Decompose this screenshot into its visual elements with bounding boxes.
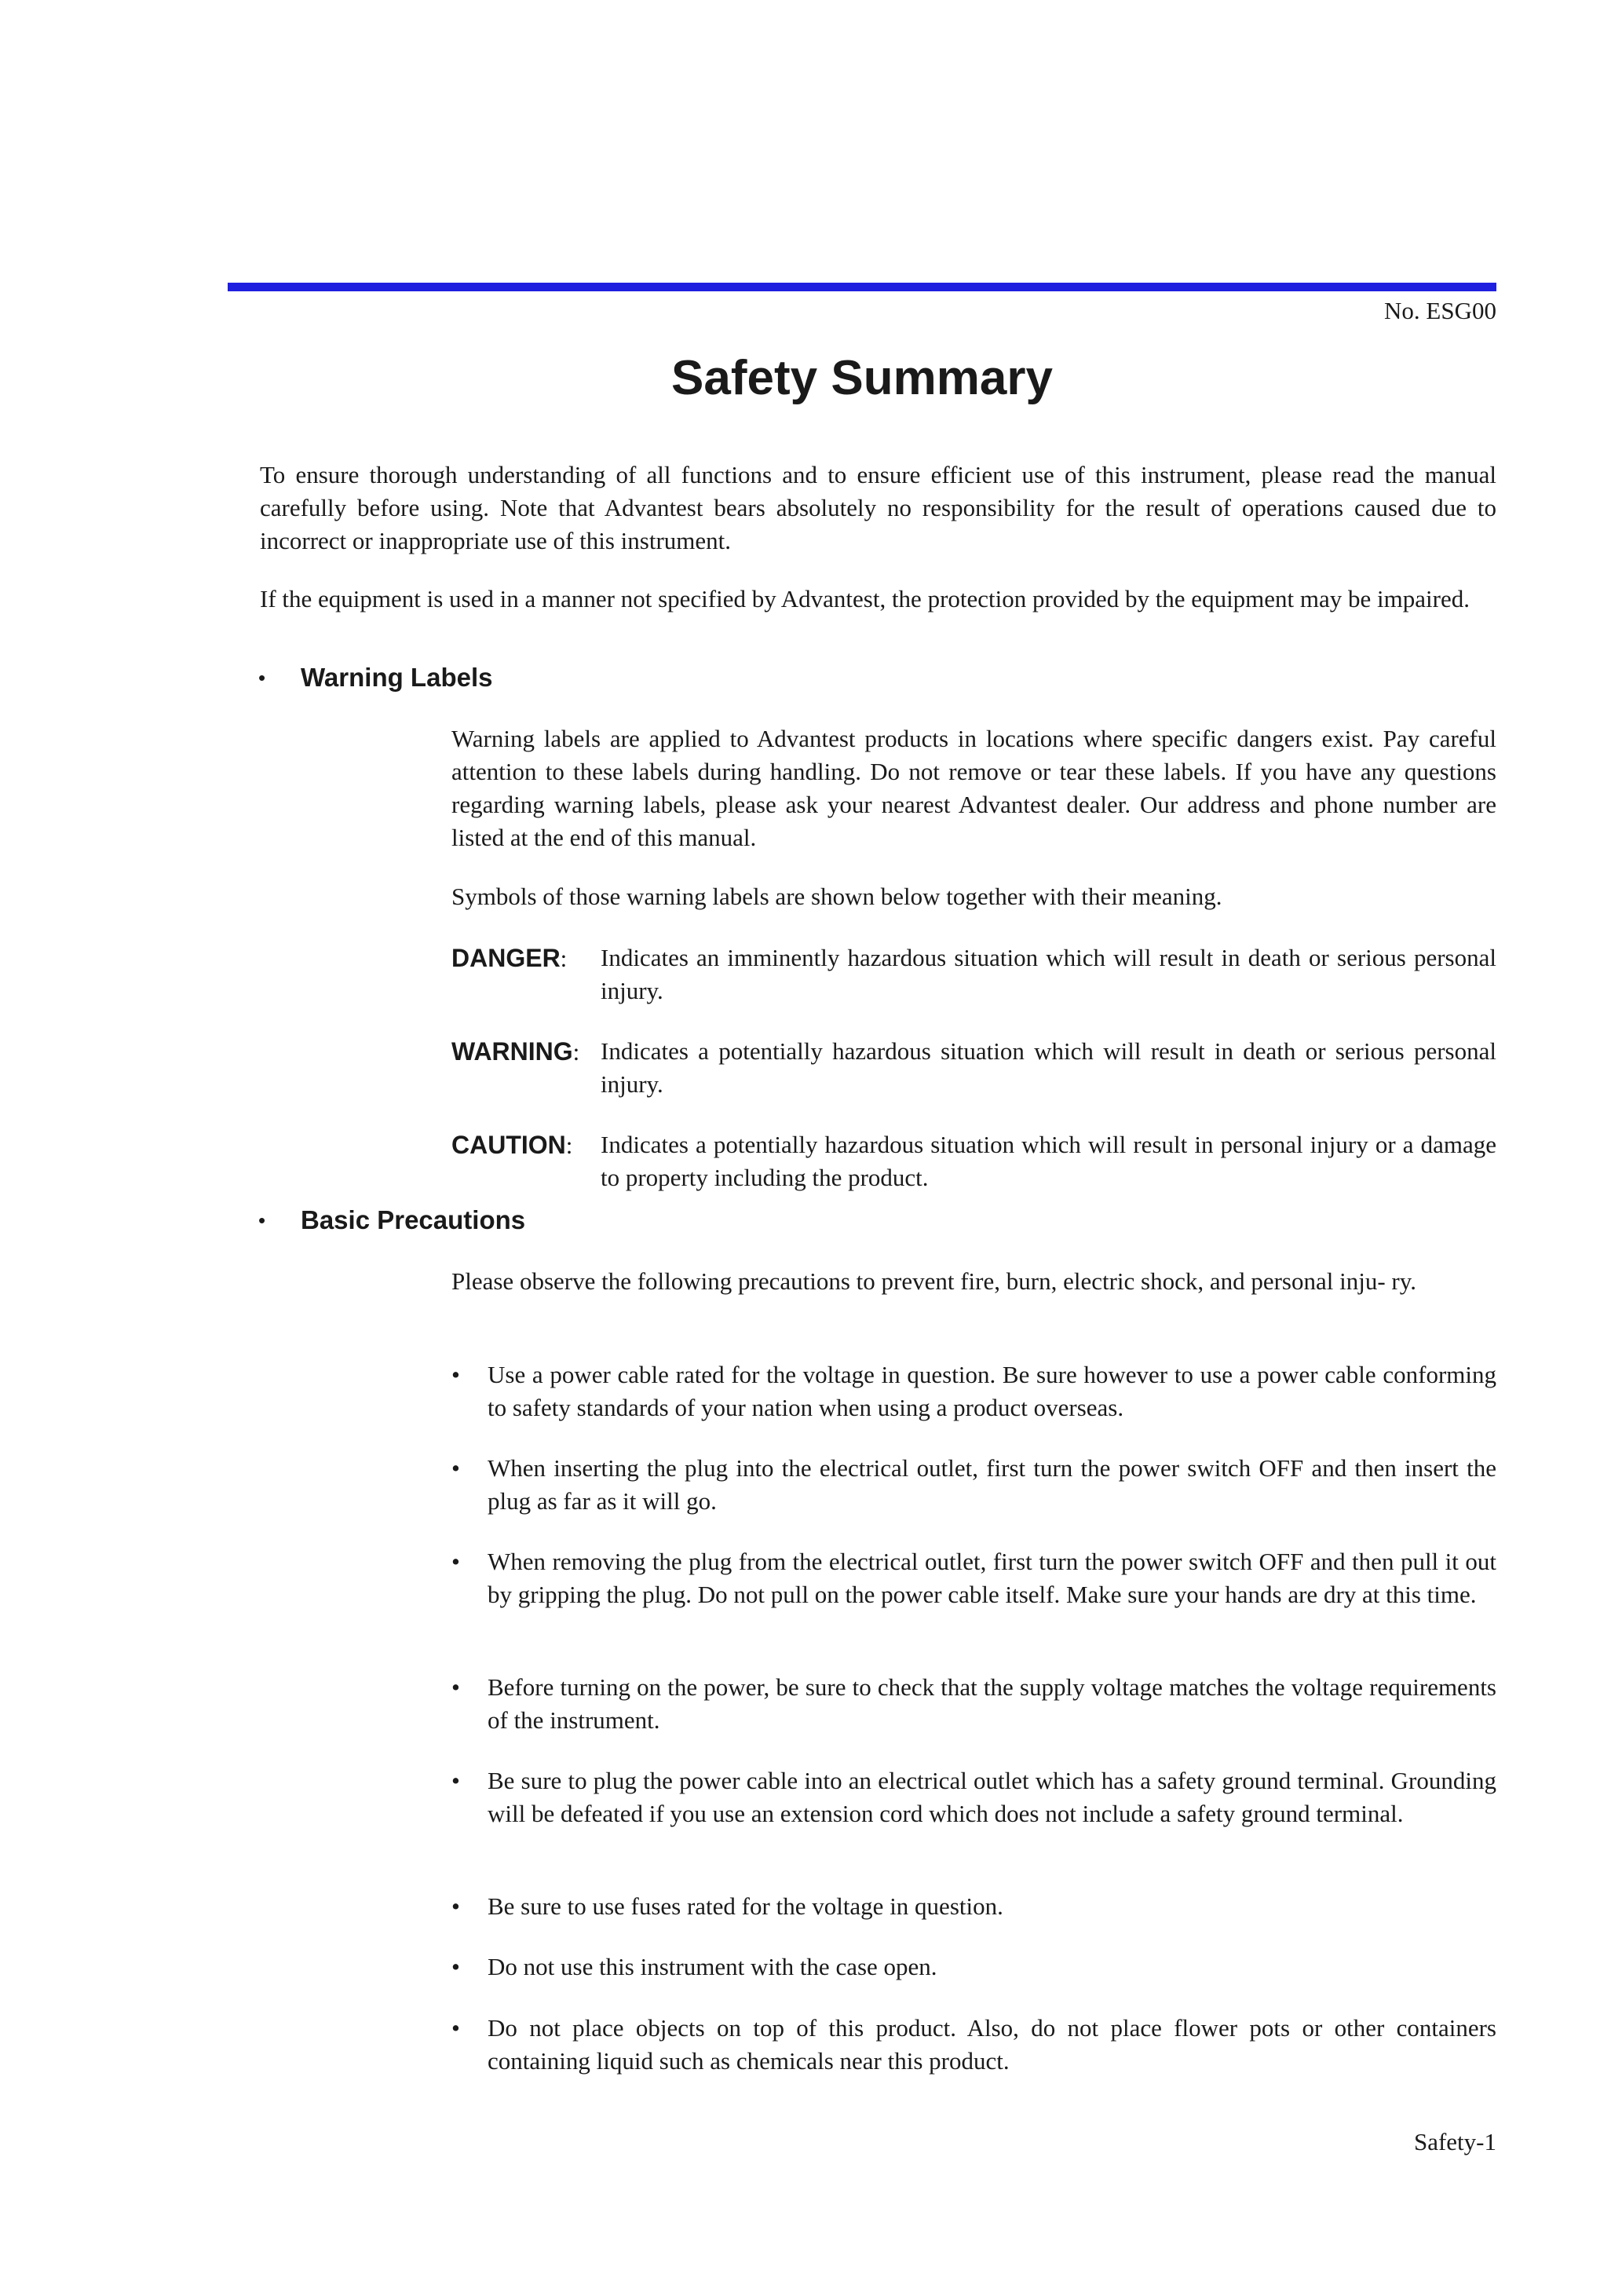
list-bullet: • [451, 1361, 460, 1388]
list-item [451, 1545, 1496, 1611]
header-rule [228, 283, 1496, 291]
definition-colon: : [565, 1132, 573, 1159]
list-item-text: Do not use this instrument with the case open. [488, 1953, 937, 1980]
list-bullet: • [451, 1767, 460, 1794]
basic-precautions-intro: Please observe the following precautions to prevent fire, burn, electric shock, and personal inju- ry. [451, 1267, 1416, 1295]
intro-paragraph-2: If the equipment is used in a manner not specified by Advantest, the protection provided by the equipment may be impaired. [260, 585, 1470, 612]
intro-paragraph-1: To ensure thorough understanding of all functions and to ensure efficient use of this instrument, please read the manual carefully before using. Note that Advantest bears absolutely no responsibility for the result of operations caused due to incorrect or inappropriate use of this instrument. [260, 461, 1496, 554]
list-item [451, 1890, 1496, 1923]
list-item [451, 1671, 1496, 1737]
list-item [451, 1951, 1496, 1983]
basic-precautions-heading [258, 1204, 525, 1237]
list-bullet: • [451, 1673, 460, 1701]
definition-colon: : [560, 945, 568, 972]
warning-labels-heading [258, 661, 492, 694]
list-item-text: Use a power cable rated for the voltage in question. Be sure however to use a power cable conforming to safety standards of your nation when using a product overseas. [488, 1361, 1496, 1421]
definition-text: Indicates an imminently hazardous situation which will result in death or serious personal injury. [601, 944, 1496, 1004]
list-item-text: Do not place objects on top of this product. Also, do not place flower pots or other containers containing liquid such as chemicals near this product. [488, 2014, 1496, 2075]
list-bullet: • [451, 1892, 460, 1920]
list-item [451, 1358, 1496, 1424]
page-title: Safety Summary [671, 351, 1053, 405]
warning-labels-title: Warning Labels [301, 663, 493, 692]
definition-text: Indicates a potentially hazardous situation which will result in death or serious personal injury. [601, 1037, 1496, 1098]
definition-warning [451, 1035, 1496, 1101]
list-item-text: When removing the plug from the electrical outlet, first turn the power switch OFF and then pull it out by gripping the plug. Do not pull on the power cable itself. Make sure your hands are dry at this time. [488, 1548, 1496, 1608]
list-bullet: • [451, 1454, 460, 1482]
heading-bullet: • [258, 1208, 266, 1232]
basic-precautions-title: Basic Precautions [301, 1205, 526, 1234]
list-item [451, 1764, 1496, 1830]
list-item-text: When inserting the plug into the electrical outlet, first turn the power switch OFF and then insert the plug as far as it will go. [488, 1454, 1496, 1515]
definition-text: Indicates a potentially hazardous situation which will result in personal injury or a damage to property including the product. [601, 1131, 1496, 1191]
list-item [451, 2012, 1496, 2078]
list-bullet: • [451, 2014, 460, 2042]
list-item-text: Before turning on the power, be sure to check that the supply voltage matches the voltage requirements of the instrument. [488, 1673, 1496, 1734]
page-number: Safety-1 [1413, 2128, 1496, 2155]
definition-danger [451, 941, 1496, 1007]
document-number: No. ESG00 [1384, 297, 1496, 324]
list-item-text: Be sure to plug the power cable into an electrical outlet which has a safety ground terminal. Grounding will be defeated if you use an extension cord which does not include a safety ground terminal. [488, 1767, 1496, 1827]
list-bullet: • [451, 1953, 460, 1980]
list-item [451, 1452, 1496, 1518]
definition-caution [451, 1128, 1496, 1194]
list-bullet: • [451, 1548, 460, 1575]
definition-term: WARNING [451, 1037, 573, 1066]
definition-term: CAUTION [451, 1131, 566, 1159]
heading-bullet: • [258, 666, 266, 689]
warning-labels-paragraph-1: Warning labels are applied to Advantest products in locations where specific dangers exist. Pay careful attention to these labels during handling. Do not remove or tear these labels. If you have any questions regarding warning labels, please ask your nearest Advantest dealer. Our address and phone number are listed at the end of this manual. [451, 725, 1496, 851]
definition-colon: : [572, 1038, 580, 1066]
definition-term: DANGER [451, 944, 561, 972]
warning-labels-paragraph-2: Symbols of those warning labels are shown below together with their meaning. [451, 883, 1222, 910]
list-item-text: Be sure to use fuses rated for the voltage in question. [488, 1892, 1003, 1920]
